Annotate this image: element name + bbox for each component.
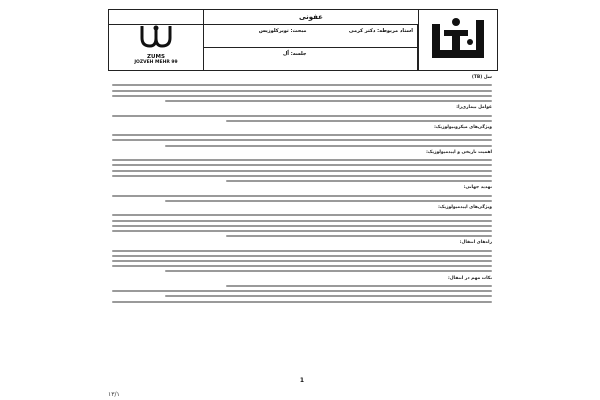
section-heading: نکات مهم در انتقال: <box>447 275 492 281</box>
document-page <box>104 4 500 390</box>
teacher-field: استاد مربوطه: دکتر کرمی <box>311 25 419 47</box>
header-info <box>204 10 418 70</box>
corner-mark: ۱۳/۱ <box>108 391 120 398</box>
section-heading: عوامل بیماری‌زا: <box>456 105 492 111</box>
section-heading: تهدید جهانی: <box>463 185 492 191</box>
university-sub: JOZVEH MEHR 99 <box>134 60 178 65</box>
page-number: 1 <box>299 377 305 384</box>
document-body <box>112 74 492 374</box>
course-title: عفونی <box>204 10 418 25</box>
calligraphy-logo-icon <box>426 14 490 66</box>
calligraphy-logo-cell <box>418 10 497 70</box>
blank-field <box>311 48 419 70</box>
section-heading: راه‌های انتقال: <box>459 240 492 246</box>
paragraph <box>112 84 492 102</box>
header-table <box>108 9 498 71</box>
section-heading: اهمیت تاریخی و اپیدمیولوژیک: <box>426 149 492 155</box>
paragraph <box>112 195 492 202</box>
zums-logo <box>115 24 197 66</box>
section-heading: ویژگی‌های اپیدمیولوژیک: <box>438 204 492 210</box>
paragraph <box>112 115 492 122</box>
paragraph <box>112 214 492 237</box>
paragraph <box>112 134 492 146</box>
university-abbr: ZUMS <box>147 54 165 60</box>
section-heading: سل (TB) <box>471 75 492 80</box>
subject-field: مبحث: توبرکلوزیس <box>258 28 307 34</box>
section-heading: ویژگی‌های میکروبیولوژیک: <box>434 124 492 130</box>
session-field: جلسه: اّل <box>282 51 307 57</box>
university-logo-cell <box>109 10 204 70</box>
paragraph <box>112 285 492 303</box>
zums-emblem-icon <box>136 24 176 50</box>
paragraph <box>112 159 492 182</box>
paragraph <box>112 250 492 273</box>
